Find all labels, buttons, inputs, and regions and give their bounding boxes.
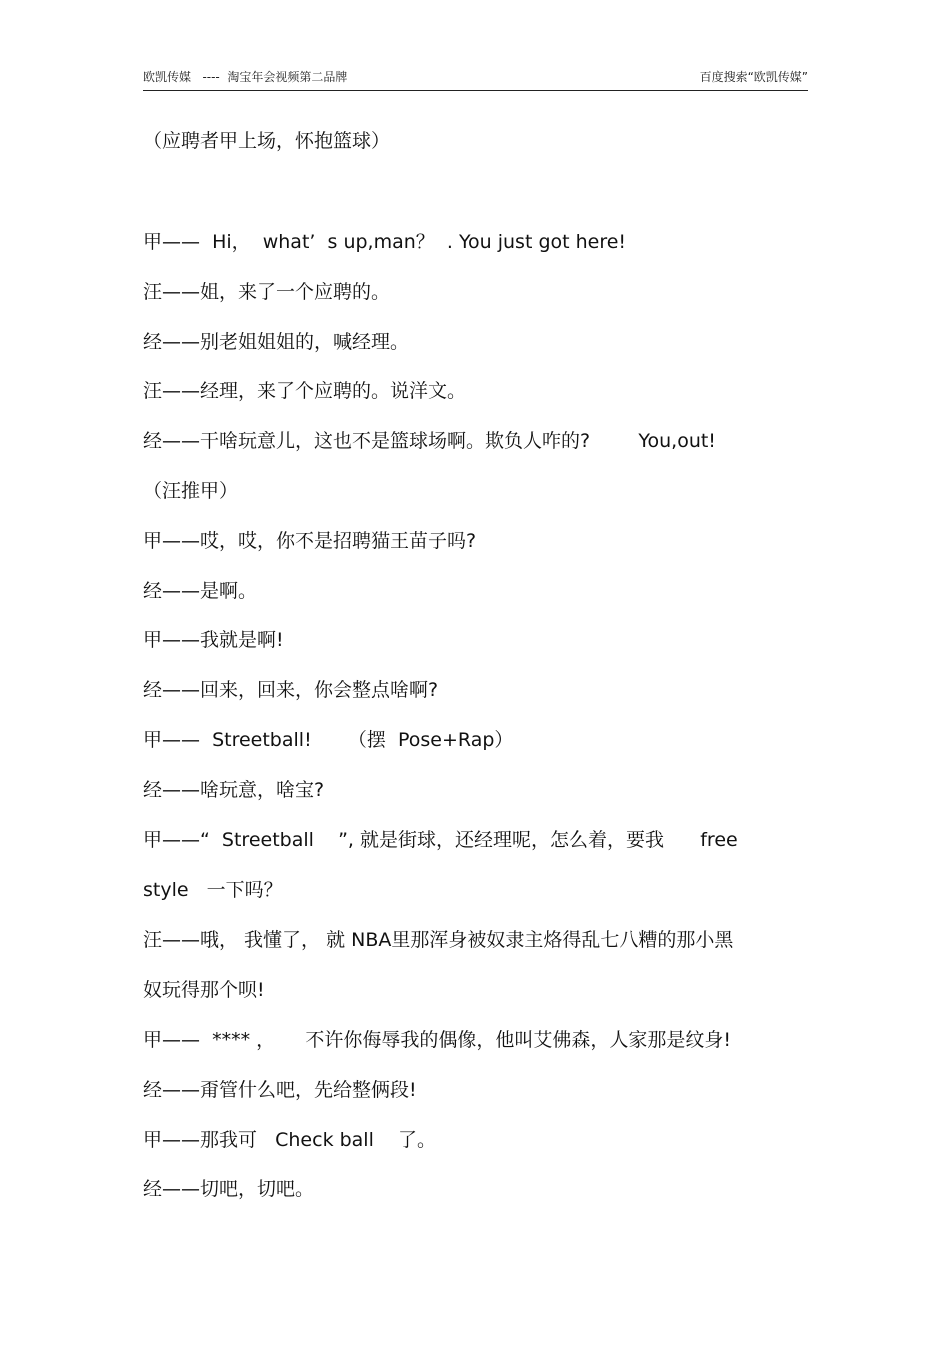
dialogue-line: 经——是啊。 [143,580,258,602]
stage-direction: （应聘者甲上场，怀抱篮球） [143,130,391,152]
page-header [143,66,808,91]
stage-direction: （汪推甲） [143,480,239,502]
dialogue-line: 经——干啥玩意儿，这也不是篮球场啊。欺负人咋的? You,out! [143,430,716,452]
header-right-text: 百度搜索“欧凯传媒” [699,70,808,84]
dialogue-line: 经——啥玩意，啥宝? [143,779,325,801]
dialogue-line-continued: 奴玩得那个呗! [143,979,265,1001]
dialogue-line: 经——切吧，切吧。 [143,1178,315,1200]
dialogue-line: 甲——“ Streetball ”, 就是街球，还经理呢，怎么着，要我 free [143,829,738,851]
dialogue-line-continued: style 一下吗？ [143,879,283,901]
dialogue-line: 甲——我就是啊! [143,629,284,651]
dialogue-line: 经——甭管什么吧，先给整俩段! [143,1079,417,1101]
dialogue-line: 甲——哎，哎，你不是招聘猫王苗子吗? [143,530,477,552]
dialogue-line: 汪——哦， 我懂了， 就 NBA里那浑身被奴隶主烙得乱七八糟的那小黑 [143,929,734,951]
dialogue-line: 经——别老姐姐姐的，喊经理。 [143,331,410,353]
dialogue-line: 汪——姐，来了一个应聘的。 [143,281,391,303]
header-left-text: 欧凯传媒 ---- 淘宝年会视频第二品牌 [143,70,348,84]
dialogue-line: 甲——那我可 Check ball 了。 [143,1129,437,1151]
dialogue-line: 甲—— Hi， what’ s up,man？ . You just got here! [143,231,627,253]
dialogue-line: 甲—— Streetball! （摆 Pose+Rap） [143,729,514,751]
dialogue-line: 甲—— **** ， 不许你侮辱我的偶像，他叫艾佛森，人家那是纹身! [143,1029,731,1051]
dialogue-line: 经——回来，回来，你会整点啥啊? [143,679,439,701]
dialogue-line: 汪——经理，来了个应聘的。说洋文。 [143,380,467,402]
